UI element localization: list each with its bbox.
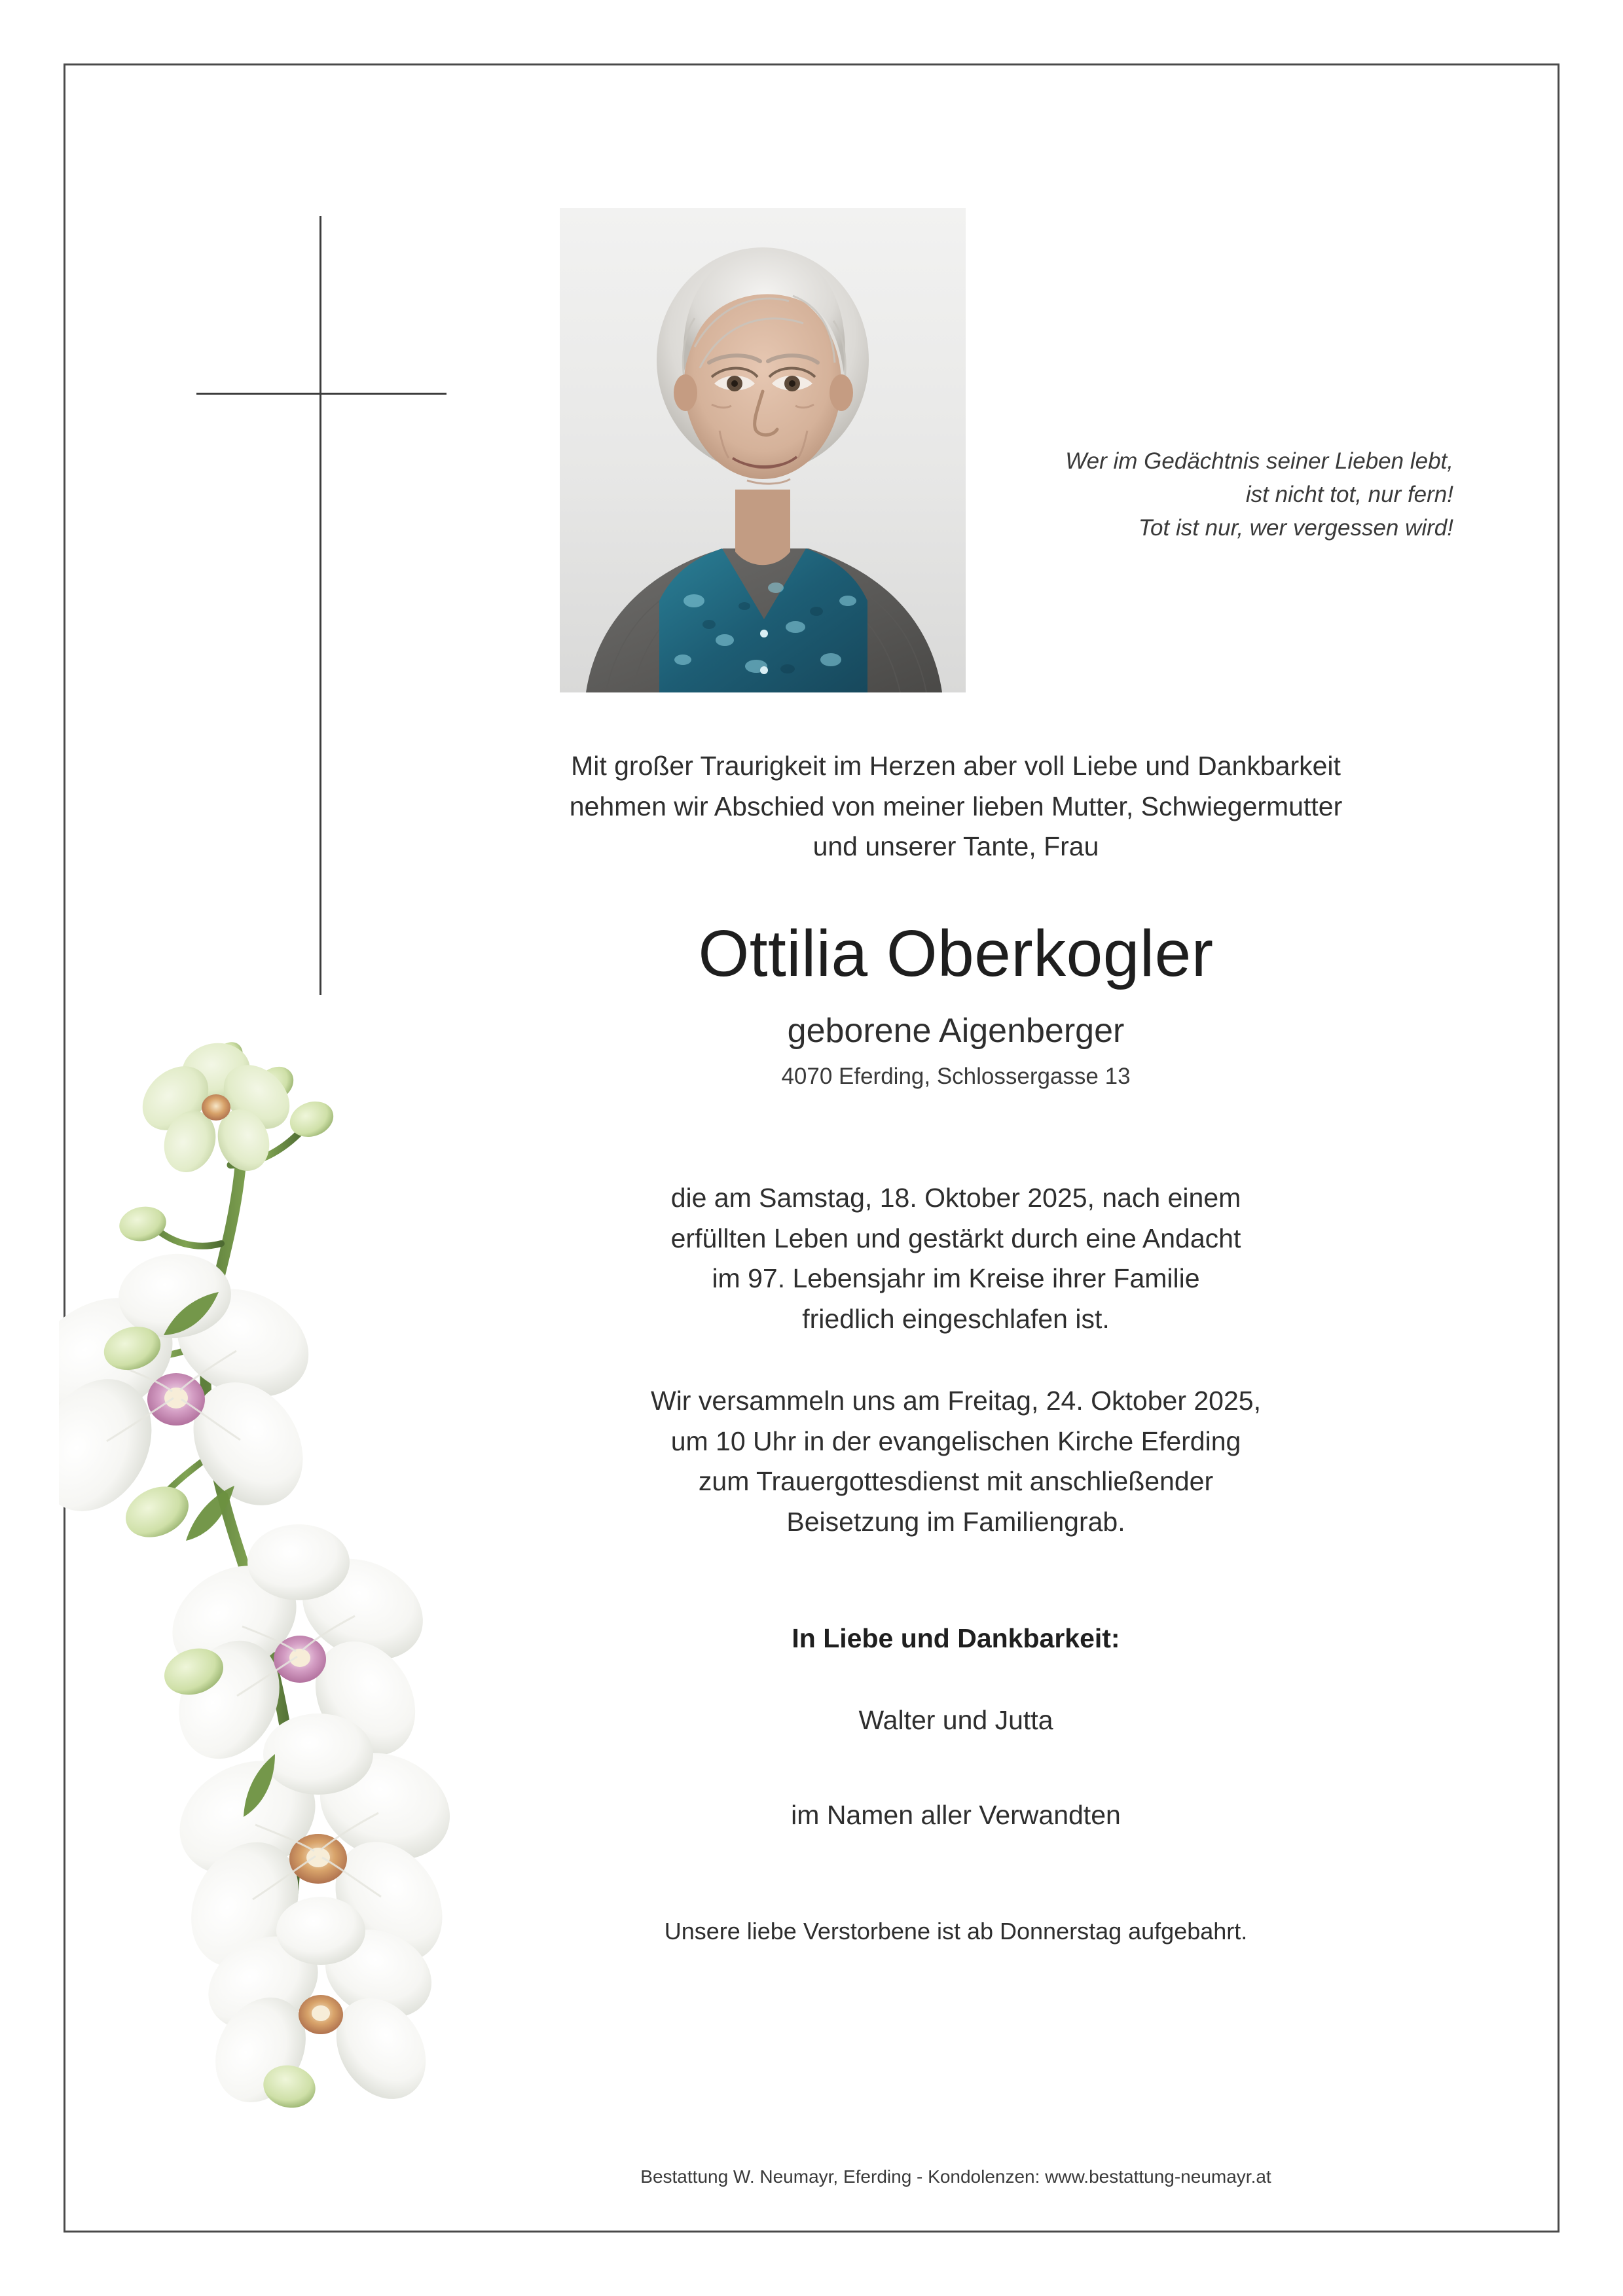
cross-icon bbox=[196, 216, 458, 995]
deceased-name: Ottilia Oberkogler bbox=[698, 917, 1214, 990]
verse-block bbox=[884, 445, 1453, 545]
footer-text: Bestattung W. Neumayr, Eferding - Kondolenzen: www.bestattung-neumayr.at bbox=[640, 2166, 1271, 2187]
intro-text bbox=[458, 746, 1453, 867]
service-paragraph bbox=[458, 1381, 1453, 1542]
closing-title: In Liebe und Dankbarkeit: bbox=[792, 1623, 1120, 1653]
verse-line-3: Tot ist nur, wer vergessen wird! bbox=[1138, 514, 1453, 541]
mourners-names: Walter und Jutta bbox=[858, 1705, 1053, 1735]
death-line-1: die am Samstag, 18. Oktober 2025, nach einem bbox=[670, 1183, 1241, 1213]
intro-line-3: und unserer Tante, Frau bbox=[812, 831, 1099, 861]
death-line-2: erfüllten Leben und gestärkt durch eine Andacht bbox=[670, 1223, 1241, 1253]
death-line-3: im 97. Lebensjahr im Kreise ihrer Familie bbox=[712, 1263, 1200, 1293]
laid-out-note: Unsere liebe Verstorbene ist ab Donnerstag aufgebahrt. bbox=[664, 1918, 1248, 1945]
death-line-4: friedlich eingeschlafen ist. bbox=[802, 1303, 1110, 1334]
service-line-2: um 10 Uhr in der evangelischen Kirche Eferding bbox=[670, 1426, 1241, 1456]
service-line-3: zum Trauergottesdienst mit anschließender bbox=[698, 1466, 1214, 1496]
service-line-1: Wir versammeln uns am Freitag, 24. Oktober 2025, bbox=[651, 1386, 1261, 1416]
cross-vertical-bar bbox=[319, 216, 321, 995]
intro-line-2: nehmen wir Abschied von meiner lieben Mutter, Schwiegermutter bbox=[569, 791, 1343, 821]
service-line-4: Beisetzung im Familiengrab. bbox=[786, 1506, 1125, 1537]
deceased-maiden-name: geborene Aigenberger bbox=[787, 1012, 1125, 1050]
verse-line-1: Wer im Gedächtnis seiner Lieben lebt, bbox=[1065, 448, 1453, 474]
mourners-note: im Namen aller Verwandten bbox=[791, 1800, 1121, 1830]
death-paragraph bbox=[458, 1178, 1453, 1339]
intro-line-1: Mit großer Traurigkeit im Herzen aber voll Liebe und Dankbarkeit bbox=[571, 751, 1341, 781]
deceased-address: 4070 Eferding, Schlossergasse 13 bbox=[781, 1064, 1131, 1089]
cross-horizontal-bar bbox=[196, 393, 447, 395]
verse-line-2: ist nicht tot, nur fern! bbox=[1245, 481, 1453, 507]
